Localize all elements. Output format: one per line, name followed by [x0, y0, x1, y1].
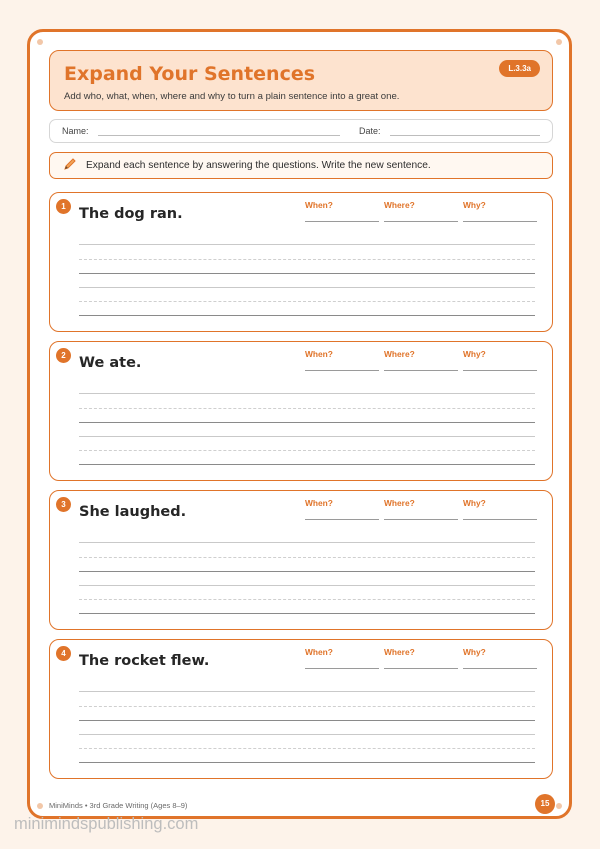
where-label: Where?: [384, 349, 415, 359]
worksheet-page: [27, 29, 572, 819]
instruction-box: [49, 152, 553, 179]
sentence-card: [49, 639, 553, 779]
writing-line-mid[interactable]: [79, 450, 535, 451]
writing-line-base[interactable]: [79, 613, 535, 614]
where-label: Where?: [384, 498, 415, 508]
name-field[interactable]: [98, 135, 340, 136]
date-label: Date:: [359, 126, 381, 136]
item-number: 1: [56, 199, 71, 214]
writing-line-mid[interactable]: [79, 301, 535, 302]
where-label: Where?: [384, 647, 415, 657]
page-subtitle: Add who, what, when, where and why to turn a plain sentence into a great one.: [64, 91, 400, 102]
writing-line-mid[interactable]: [79, 748, 535, 749]
sentence-card: [49, 192, 553, 332]
why-line[interactable]: [463, 221, 537, 222]
corner-dot: [556, 803, 562, 809]
page-title: Expand Your Sentences: [64, 63, 316, 85]
writing-line-top[interactable]: [79, 734, 535, 735]
where-line[interactable]: [384, 370, 458, 371]
why-label: Why?: [463, 498, 486, 508]
writing-line-base[interactable]: [79, 571, 535, 572]
writing-line-base[interactable]: [79, 762, 535, 763]
when-label: When?: [305, 200, 333, 210]
where-field[interactable]: [384, 200, 458, 222]
base-sentence: She laughed.: [79, 504, 187, 520]
where-field[interactable]: [384, 349, 458, 371]
base-sentence: The dog ran.: [79, 206, 183, 222]
writing-line-mid[interactable]: [79, 557, 535, 558]
writing-line-mid[interactable]: [79, 706, 535, 707]
why-label: Why?: [463, 349, 486, 359]
corner-dot: [556, 39, 562, 45]
name-date-bar: [49, 119, 553, 143]
writing-line-base[interactable]: [79, 422, 535, 423]
when-line[interactable]: [305, 519, 379, 520]
writing-line-base[interactable]: [79, 315, 535, 316]
when-label: When?: [305, 349, 333, 359]
when-label: When?: [305, 647, 333, 657]
footer-text: MiniMinds • 3rd Grade Writing (Ages 8–9): [49, 801, 188, 810]
why-field[interactable]: [463, 647, 537, 669]
where-label: Where?: [384, 200, 415, 210]
sentence-card: [49, 341, 553, 481]
why-label: Why?: [463, 647, 486, 657]
when-field[interactable]: [305, 200, 379, 222]
writing-line-base[interactable]: [79, 464, 535, 465]
when-field[interactable]: [305, 647, 379, 669]
sentence-card: [49, 490, 553, 630]
writing-line-top[interactable]: [79, 691, 535, 692]
writing-line-mid[interactable]: [79, 599, 535, 600]
when-line[interactable]: [305, 221, 379, 222]
when-label: When?: [305, 498, 333, 508]
writing-line-top[interactable]: [79, 393, 535, 394]
when-field[interactable]: [305, 349, 379, 371]
writing-line-top[interactable]: [79, 287, 535, 288]
writing-line-top[interactable]: [79, 542, 535, 543]
title-banner: [49, 50, 553, 111]
item-number: 3: [56, 497, 71, 512]
why-line[interactable]: [463, 370, 537, 371]
where-field[interactable]: [384, 647, 458, 669]
pencil-icon: [63, 157, 77, 171]
when-line[interactable]: [305, 370, 379, 371]
item-number: 4: [56, 646, 71, 661]
where-line[interactable]: [384, 668, 458, 669]
watermark: minimindspublishing.com: [14, 815, 199, 833]
writing-line-top[interactable]: [79, 244, 535, 245]
writing-line-mid[interactable]: [79, 408, 535, 409]
page-number: 15: [535, 794, 555, 814]
writing-line-base[interactable]: [79, 273, 535, 274]
base-sentence: The rocket flew.: [79, 653, 210, 669]
writing-line-mid[interactable]: [79, 259, 535, 260]
date-field[interactable]: [390, 135, 540, 136]
where-field[interactable]: [384, 498, 458, 520]
when-field[interactable]: [305, 498, 379, 520]
where-line[interactable]: [384, 221, 458, 222]
base-sentence: We ate.: [79, 355, 142, 371]
writing-line-top[interactable]: [79, 436, 535, 437]
why-label: Why?: [463, 200, 486, 210]
corner-dot: [37, 39, 43, 45]
corner-dot: [37, 803, 43, 809]
writing-line-top[interactable]: [79, 585, 535, 586]
writing-line-base[interactable]: [79, 720, 535, 721]
why-field[interactable]: [463, 349, 537, 371]
why-line[interactable]: [463, 668, 537, 669]
why-field[interactable]: [463, 200, 537, 222]
where-line[interactable]: [384, 519, 458, 520]
why-field[interactable]: [463, 498, 537, 520]
when-line[interactable]: [305, 668, 379, 669]
standard-badge: L.3.3a: [499, 60, 540, 77]
name-label: Name:: [62, 126, 89, 136]
item-number: 2: [56, 348, 71, 363]
instruction-text: Expand each sentence by answering the questions. Write the new sentence.: [86, 160, 431, 171]
why-line[interactable]: [463, 519, 537, 520]
